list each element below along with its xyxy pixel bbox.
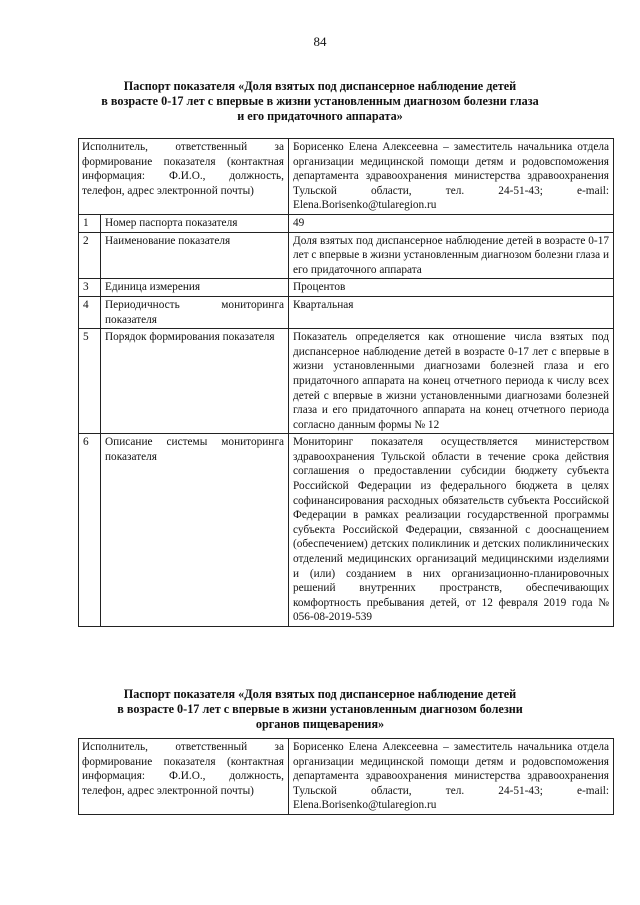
row-value: Квартальная [289, 296, 614, 328]
section2-title-line: в возрасте 0-17 лет с впервые в жизни установленным диагнозом болезни [117, 702, 523, 716]
section2-title [80, 687, 560, 732]
row-value: Показатель определяется как отношение числа взятых под диспансерное наблюдение детей в возрасте 0-17 лет с впервые в жизни установленными диагнозами болезней глаза и его придаточного аппарата на конец отчетного периода к числу всех детей с впервые в жизни установленными диагнозами болезней глаза и его придаточного аппарата на конец отчетного периода согласно данным формы № 12 [289, 329, 614, 434]
row-number: 4 [79, 296, 101, 328]
section2-title-line: органов пищеварения» [255, 717, 385, 731]
row-value: 49 [289, 214, 614, 232]
row-label: Наименование показателя [101, 232, 289, 279]
executor-value: Борисенко Елена Алексеевна – заместитель начальника отдела организации медицинской помощи детям и родовспоможения департамента здравоохранения министерства здравоохранения Тульской области, тел. 24-51-43; e-mail: Elena.Borisenko@tularegion.ru [289, 739, 614, 815]
row-number: 2 [79, 232, 101, 279]
executor-value: Борисенко Елена Алексеевна – заместитель начальника отдела организации медицинской помощи детям и родовспоможения департамента здравоохранения министерства здравоохранения Тульской области, тел. 24-51-43; e-mail: Elena.Borisenko@tularegion.ru [289, 139, 614, 215]
row-number: 5 [79, 329, 101, 434]
row-number: 6 [79, 434, 101, 627]
section1-title-line: и его придаточного аппарата» [237, 109, 403, 123]
executor-label: Исполнитель, ответственный за формирование показателя (контактная информация: Ф.И.О., должность, телефон, адрес электронной почты) [79, 739, 289, 815]
table-row [79, 214, 614, 232]
row-label: Описание системы мониторинга показателя [101, 434, 289, 627]
section1-passport-table [78, 138, 614, 627]
row-label: Номер паспорта показателя [101, 214, 289, 232]
row-label: Порядок формирования показателя [101, 329, 289, 434]
row-number: 3 [79, 279, 101, 297]
section1-title-line: в возрасте 0-17 лет с впервые в жизни установленным диагнозом болезни глаза [101, 94, 539, 108]
row-label: Единица измерения [101, 279, 289, 297]
section2-passport-table [78, 738, 614, 815]
table-row [79, 279, 614, 297]
section1-title [80, 79, 560, 124]
executor-row [79, 739, 614, 815]
row-value: Процентов [289, 279, 614, 297]
table-row [79, 296, 614, 328]
row-value: Мониторинг показателя осуществляется министерством здравоохранения Тульской области в течение срока действия соглашения о предоставлении субсидии бюджету субъекта Российской Федерации из федерального бюджета в целях софинансирования расходных обязательств субъекта Российской Федерации в рамках реализации государственной программы субъекта Российской Федерации, связанной с дооснащением (обеспечением) детских поликлиник и детских поликлинических отделений медицинских организаций медицинскими изделиями и (или) созданием в них организационно-планировочных решений внутренних пространств, обеспечивающих комфортность пребывания детей, от 12 февраля 2019 года № 056-08-2019-539 [289, 434, 614, 627]
executor-label: Исполнитель, ответственный за формирование показателя (контактная информация: Ф.И.О., должность, телефон, адрес электронной почты) [79, 139, 289, 215]
section2-title-line: Паспорт показателя «Доля взятых под диспансерное наблюдение детей [123, 687, 517, 701]
row-value: Доля взятых под диспансерное наблюдение детей в возрасте 0-17 лет с впервые в жизни установленным диагнозом болезни глаза и его придаточного аппарата [289, 232, 614, 279]
executor-row [79, 139, 614, 215]
page-number: 84 [313, 34, 327, 49]
section1-title-line: Паспорт показателя «Доля взятых под диспансерное наблюдение детей [123, 79, 517, 93]
row-label: Периодичность мониторинга показателя [101, 296, 289, 328]
table-row [79, 434, 614, 627]
table-row [79, 232, 614, 279]
table-row [79, 329, 614, 434]
row-number: 1 [79, 214, 101, 232]
